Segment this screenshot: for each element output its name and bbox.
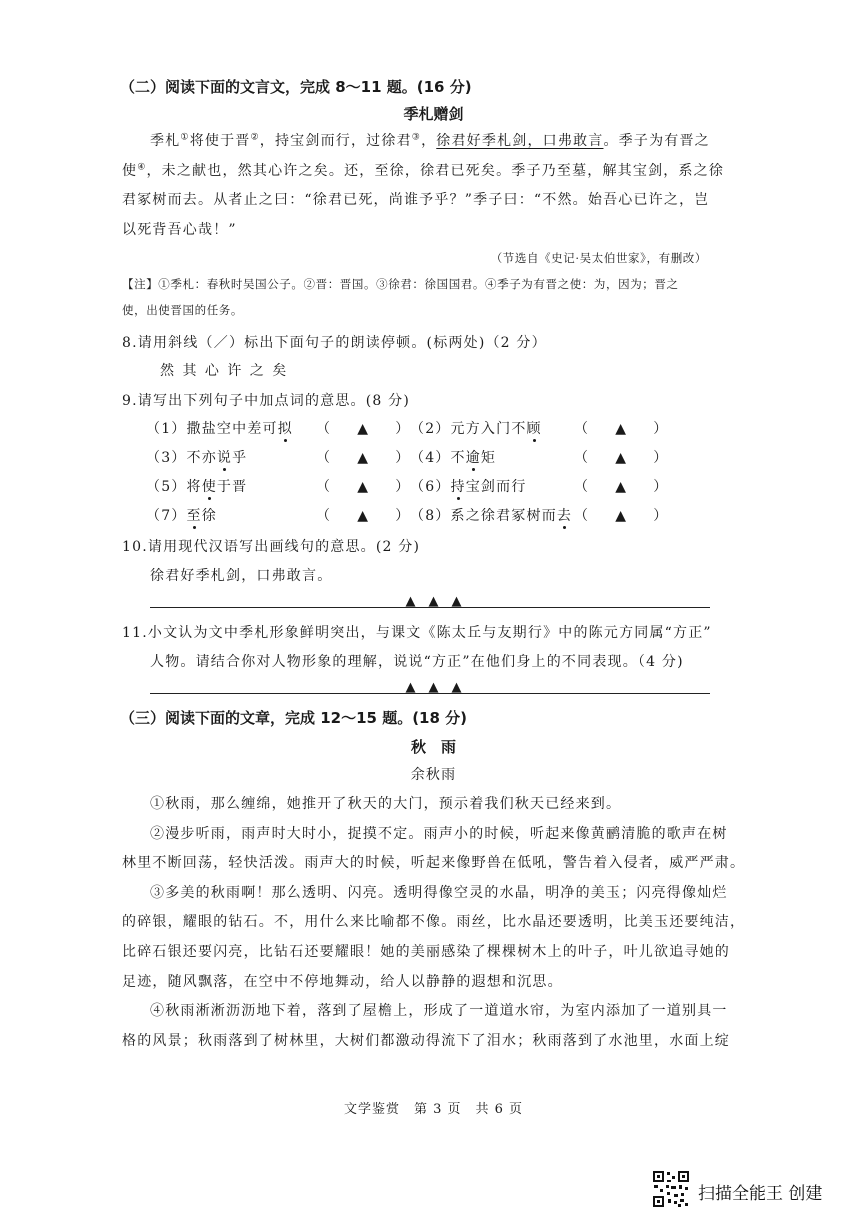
section2-heading: （二）阅读下面的文言文，完成 8～11 题。(16 分) [120,78,472,96]
q9-answer-blank[interactable]: （ ▲ ） [316,508,411,524]
scanner-brand-label: 扫描全能王 创建 [698,1184,823,1204]
section3-author: 余秋雨 [410,767,457,783]
article-line: 林里不断回荡，轻快活泼。雨声大的时候，听起来像野兽在低吼，警告着入侵者，威严严肃。 [122,855,746,871]
emphasized-word: 说 [216,450,233,466]
article-line: 的碎银，耀眼的钻石。不，用什么来比喻都不像。雨丝，比水晶还要透明，比美玉还要纯洁， [122,914,746,930]
question-8-sentence: 然 其 心 许 之 矣 [160,363,289,379]
note-line-1: 【注】①季札：春秋时吴国公子。②晋：晋国。③徐君：徐国国君。④季子为有晋之使：为，因为；晋之 [122,277,679,291]
answer-mark: ▲ [615,479,628,495]
note-line-2: 使，出使晋国的任务。 [122,303,243,317]
page-footer: 文学鉴赏 第 3 页 共 6 页 [343,1102,524,1117]
q9-item: （6）持宝剑而行 [410,479,527,495]
article-line: ④秋雨淅淅沥沥地下着，落到了屋檐上，形成了一道道水帘，为室内添加了一道别具一 [150,1003,728,1019]
answer-mark: ▲ [357,421,370,437]
answer-space-11[interactable]: ▲ ▲ ▲ [405,680,462,695]
question-10-sentence: 徐君好季札剑，口弗敢言。 [150,568,333,584]
q9-item: （1）撒盐空中差可拟 [146,421,293,437]
q9-answer-blank[interactable]: （ ▲ ） [574,508,669,524]
answer-mark: ▲ [615,450,628,466]
answer-mark: ▲ [615,508,628,524]
answer-mark: ▲ [357,450,370,466]
q9-answer-blank[interactable]: （ ▲ ） [574,479,669,495]
answer-space-10[interactable]: ▲ ▲ ▲ [405,594,462,609]
article-line: ③多美的秋雨啊！那么透明、闪亮。透明得像空灵的水晶，明净的美玉；闪亮得像灿烂 [150,885,728,901]
classical-text-line-4: 以死背吾心哉！” [122,222,237,238]
underlined-sentence: 徐君好季札剑，口弗敢言 [436,133,604,149]
answer-mark: ▲ [615,421,628,437]
qr-code-icon [652,1170,690,1208]
article-line: ①秋雨，那么缠绵，她推开了秋天的大门，预示着我们秋天已经来到。 [150,796,622,812]
q9-item: （7）至徐 [146,508,217,524]
classical-text-line-2: 使④，未之献也，然其心许之矣。还，至徐，徐君已死矣。季子乃至墓，解其宝剑，系之徐 [122,162,725,179]
question-8-prompt: 8.请用斜线（／）标出下面句子的朗读停顿。(标两处)（2 分） [122,335,547,351]
emphasized-word: 拟 [277,421,293,437]
q9-answer-blank[interactable]: （ ▲ ） [316,450,411,466]
article-line: 格的风景；秋雨落到了树林里，大树们都激动得流下了泪水；秋雨落到了水池里，水面上绽 [122,1033,730,1049]
emphasized-word: 至 [186,508,202,524]
article-line: 足迹，随风飘落，在空中不停地舞动，给人以静静的遐想和沉思。 [122,974,563,990]
question-11-prompt-line-2: 人物。请结合你对人物形象的理解，说说“方正”在他们身上的不同表现。（4 分) [150,654,684,670]
classical-text-line-1: 季札①将使于晋②，持宝剑而行，过徐君③，徐君好季札剑，口弗敢言。季子为有晋之 [150,132,710,149]
section2-title: 季札赠剑 [403,105,464,123]
emphasized-word: 使 [201,479,217,495]
q9-item: （5）将使于晋 [146,479,248,495]
answer-mark: ▲ [357,479,370,495]
answer-line-11 [150,693,710,694]
classical-text-line-3: 君冢树而去。从者止之曰：“徐君已死，尚谁予乎？”季子曰：“不然。始吾心已许之，岂 [122,192,710,208]
q9-item: （8）系之徐君冢树而去 [410,508,573,524]
q9-item: （2）元方入门不顾 [410,421,542,437]
question-10-prompt: 10.请用现代汉语写出画线句的意思。(2 分) [122,539,421,555]
section3-title: 秋 雨 [410,738,456,756]
q9-item: （3）不亦说乎 [146,450,248,466]
article-line: 比碎石银还要闪亮，比钻石还要耀眼！她的美丽感染了棵棵树木上的叶子，叶儿欲追寻她的 [122,944,730,960]
q9-answer-blank[interactable]: （ ▲ ） [316,479,411,495]
q9-answer-blank[interactable]: （ ▲ ） [574,421,669,437]
article-line: ②漫步听雨，雨声时大时小，捉摸不定。雨声小的时候，听起来像黄鹂清脆的歌声在树 [150,826,728,842]
emphasized-word: 顾 [526,421,542,437]
emphasized-word: 逾 [465,450,481,466]
question-11-prompt-line-1: 11.小文认为文中季札形象鲜明突出，与课文《陈太丘与友期行》中的陈元方同属“方正” [122,625,712,641]
answer-mark: ▲ [357,508,370,524]
source-citation: （节选自《史记·吴太伯世家》，有删改） [490,251,707,265]
q9-item: （4）不逾矩 [410,450,497,466]
emphasized-word: 去 [556,508,573,524]
answer-line-10 [150,607,710,608]
emphasized-word: 持 [450,479,466,495]
q9-answer-blank[interactable]: （ ▲ ） [316,421,411,437]
question-9-prompt: 9.请写出下列句子中加点词的意思。(8 分) [122,393,411,409]
section3-heading: （三）阅读下面的文章，完成 12～15 题。(18 分) [120,709,468,727]
q9-answer-blank[interactable]: （ ▲ ） [574,450,669,466]
